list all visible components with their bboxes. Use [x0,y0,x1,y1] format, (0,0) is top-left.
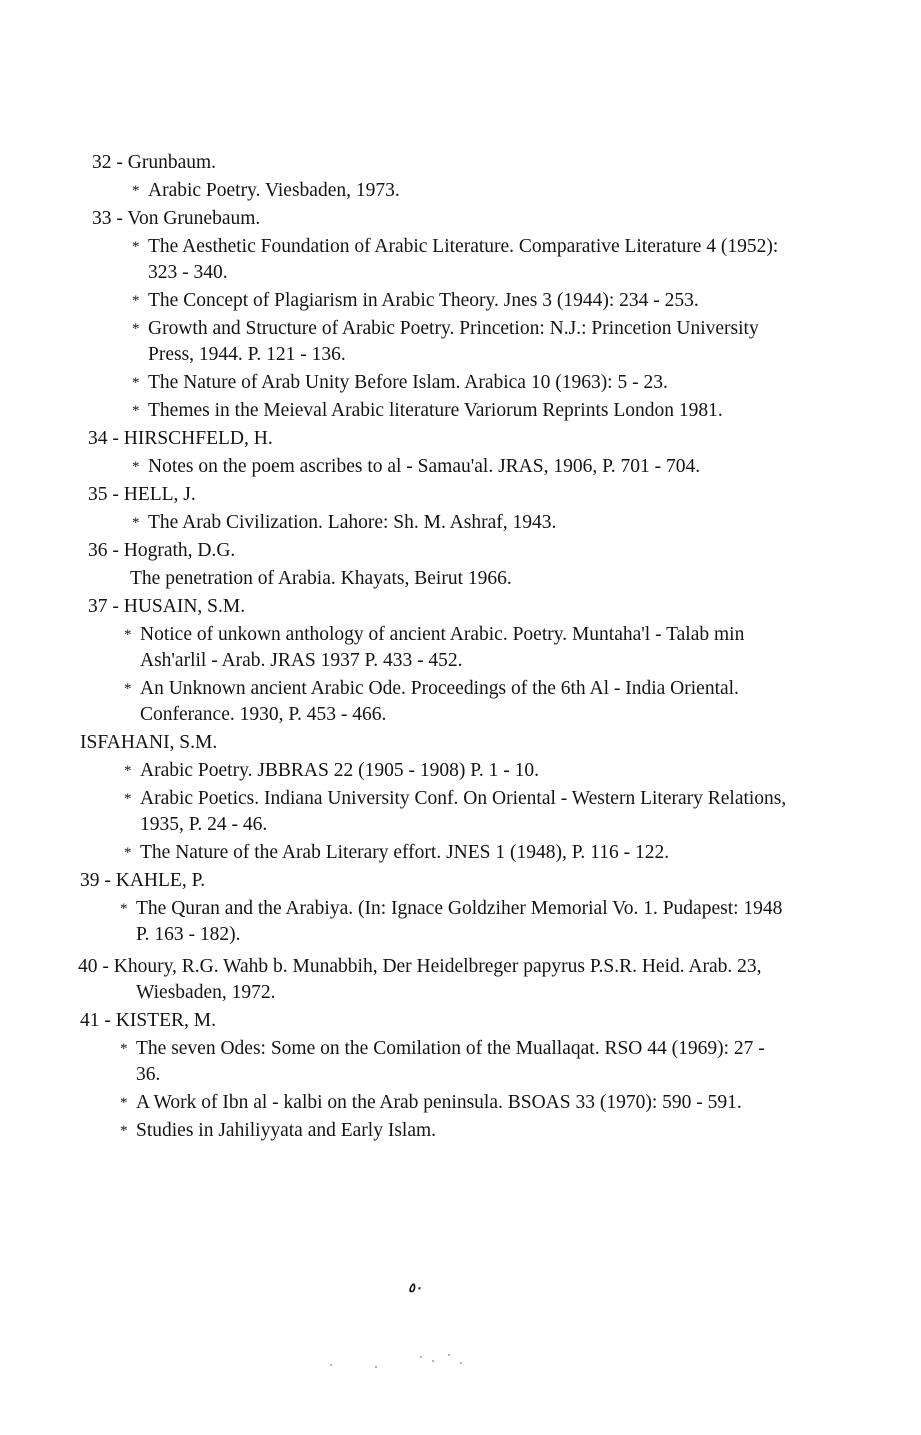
reference-item [78,676,793,728]
bibliography-entry-32 [78,150,793,204]
bibliography-entry-isfahani [78,730,793,866]
reference-item [78,234,793,286]
speck [420,1356,422,1358]
reference-item [78,786,793,838]
reference-text: The Concept of Plagiarism in Arabic Theory. Jnes 3 (1944): 234 - 253. [148,290,699,311]
entry-heading: 33 - Von Grunebaum. [92,208,261,229]
bibliography-entry-40 [78,954,793,1006]
star-bullet-icon: * [120,1123,128,1139]
reference-item [78,316,793,368]
scan-specks [320,1352,480,1372]
reference-text: Notes on the poem ascribes to al - Samau'al. JRAS, 1906, P. 701 - 704. [148,456,701,477]
reference-item [78,840,793,866]
entry-heading: 41 - KISTER, M. [80,1010,216,1031]
reference-item [78,510,793,536]
page-number: ٥٠ [408,1280,422,1295]
star-bullet-icon: * [132,293,140,309]
reference-item [78,398,793,424]
speck [432,1360,434,1362]
entry-heading: 37 - HUSAIN, S.M. [88,596,246,617]
reference-text: Arabic Poetics. Indiana University Conf. On Oriental - Western Literary Relations, 1935, P. 24 - 46. [140,788,787,835]
star-bullet-icon: * [132,183,140,199]
star-bullet-icon: * [120,1095,128,1111]
bibliography-entry-34 [78,426,793,480]
reference-item [78,178,793,204]
bibliography-entry-41 [78,1008,793,1144]
star-bullet-icon: * [124,791,132,807]
bibliography-list [78,150,793,1146]
entry-heading: ISFAHANI, S.M. [80,732,218,753]
bibliography-entry-33 [78,206,793,424]
entry-heading: 40 - Khoury, R.G. Wahb b. Munabbih, Der Heidelbreger papyrus P.S.R. Heid. Arab. 23, Wiesbaden, 1972. [78,956,762,1003]
star-bullet-icon: * [132,321,140,337]
reference-text: Arabic Poetry. Viesbaden, 1973. [148,180,400,201]
star-bullet-icon: * [124,845,132,861]
reference-item [78,622,793,674]
star-bullet-icon: * [132,515,140,531]
star-bullet-icon: * [124,763,132,779]
bibliography-entry-35 [78,482,793,536]
entry-heading: 35 - HELL, J. [88,484,196,505]
star-bullet-icon: * [132,459,140,475]
star-bullet-icon: * [124,627,132,643]
star-bullet-icon: * [124,681,132,697]
star-bullet-icon: * [132,403,140,419]
reference-text: The Quran and the Arabiya. (In: Ignace Goldziher Memorial Vo. 1. Pudapest: 1948 P. 163 - 182). [136,898,783,945]
star-bullet-icon: * [132,239,140,255]
entry-heading: 36 - Hograth, D.G. [88,540,236,561]
entry-heading: 34 - HIRSCHFELD, H. [88,428,273,449]
reference-text: The penetration of Arabia. Khayats, Beirut 1966. [130,568,512,589]
bibliography-entry-37 [78,594,793,728]
speck [448,1354,450,1356]
reference-text: Growth and Structure of Arabic Poetry. Princetion: N.J.: Princetion University Press, 1944. P. 121 - 136. [148,318,759,365]
reference-text: Studies in Jahiliyyata and Early Islam. [136,1120,437,1141]
reference-text: The Nature of the Arab Literary effort. JNES 1 (1948), P. 116 - 122. [140,842,670,863]
reference-text: Arabic Poetry. JBBRAS 22 (1905 - 1908) P. 1 - 10. [140,760,540,781]
bibliography-entry-39 [78,868,793,948]
star-bullet-icon: * [132,375,140,391]
reference-text: The Aesthetic Foundation of Arabic Literature. Comparative Literature 4 (1952): 323 - 340. [148,236,779,283]
reference-text: Themes in the Meieval Arabic literature Variorum Reprints London 1981. [148,400,723,421]
speck [330,1364,332,1366]
reference-item [78,896,793,948]
reference-text: The seven Odes: Some on the Comilation of the Muallaqat. RSO 44 (1969): 27 - 36. [136,1038,765,1085]
reference-item [78,758,793,784]
reference-text: A Work of Ibn al - kalbi on the Arab peninsula. BSOAS 33 (1970): 590 - 591. [136,1092,742,1113]
speck [460,1362,462,1364]
star-bullet-icon: * [120,1041,128,1057]
speck [375,1366,377,1368]
reference-text: The Nature of Arab Unity Before Islam. Arabica 10 (1963): 5 - 23. [148,372,668,393]
star-bullet-icon: * [120,901,128,917]
entry-heading: 39 - KAHLE, P. [80,870,206,891]
reference-item [78,1036,793,1088]
reference-item [78,454,793,480]
reference-item [78,370,793,396]
reference-item [78,1090,793,1116]
reference-item [78,1118,793,1144]
reference-text: Notice of unkown anthology of ancient Arabic. Poetry. Muntaha'l - Talab min Ash'arlil - Arab. JRAS 1937 P. 433 - 452. [140,624,745,671]
bibliography-entry-36 [78,538,793,592]
reference-text: The Arab Civilization. Lahore: Sh. M. Ashraf, 1943. [148,512,557,533]
reference-text: An Unknown ancient Arabic Ode. Proceedings of the 6th Al - India Oriental. Conferance. 1930, P. 453 - 466. [140,678,739,725]
reference-item [78,288,793,314]
entry-heading: 32 - Grunbaum. [92,152,217,173]
